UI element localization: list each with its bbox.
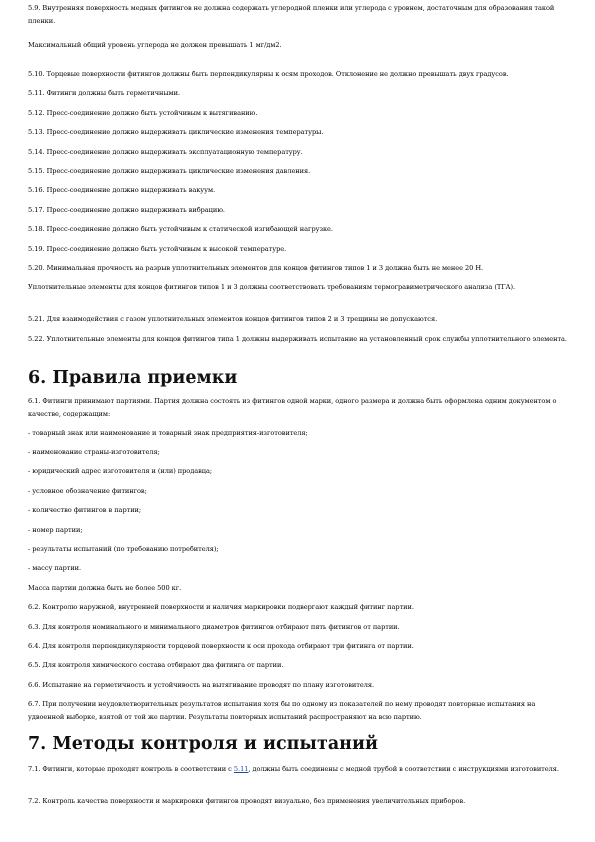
link-5-11[interactable]: 5.11 bbox=[233, 765, 249, 773]
paragraph-6-3: 6.3. Для контроля номинального и минимального диаметров фитингов отбирают пять фитингов от партии. bbox=[28, 623, 400, 631]
paragraph-7-1-text-start: 7.1. Фитинги, которые проходят контроль в соответствии с bbox=[28, 765, 234, 773]
list-item: - результаты испытаний (по требованию потребителя); bbox=[28, 545, 219, 553]
paragraph-6-2: 6.2. Контролю наружной, внутренней поверхности и наличия маркировки подвергают каждый фитинг партии. bbox=[28, 603, 414, 611]
paragraph-tga: Уплотнительные элементы для концов фитингов типов 1 и 3 должны соответствовать требованиям термогравиметрического анализа (ТГА). bbox=[28, 283, 516, 291]
list-item: - наименование страны-изготовителя; bbox=[28, 448, 160, 456]
paragraph-6-1: 6.1. Фитинги принимают партиями. Партия должна состоять из фитингов одной марки, одного размера и должна быть оформлена одним документом о качестве, содержащим: bbox=[28, 397, 557, 418]
paragraph-5-20: 5.20. Минимальная прочность на разрыв уплотнительных элементов для концов фитингов типов 1 и 3 должна быть не менее 20 Н. bbox=[28, 264, 484, 272]
paragraph-7-1 bbox=[28, 763, 568, 776]
list-item: - массу партии. bbox=[28, 564, 82, 572]
paragraph-7-2: 7.2. Контроль качества поверхности и маркировки фитингов проводят визуально, без применения увеличительных приборов. bbox=[28, 797, 466, 805]
list-item: - юридический адрес изготовителя и (или) продавца; bbox=[28, 467, 213, 475]
paragraph-5-22: 5.22. Уплотнительные элементы для концов фитингов типа 1 должны выдерживать испытание на установленный срок службы уплотнительного элемента. bbox=[28, 335, 567, 343]
paragraph-6-7: 6.7. При получении неудовлетворительных результатов испытания хотя бы по одному из показателей по нему проводят повторные испытания на удвоенной выборке, взятой от той же партии. Результаты повторных испытаний распространяют на всю партию. bbox=[28, 700, 536, 721]
paragraph-5-9: 5.9. Внутренняя поверхность медных фитингов не должна содержать углеродной пленки или углерода с уровнем, достаточным для образования такой пленки. bbox=[28, 4, 555, 25]
section-6-heading: 6. Правила приемки bbox=[28, 368, 238, 388]
paragraph-5-16: 5.16. Пресс-соединение должно выдерживать вакуум. bbox=[28, 186, 216, 194]
paragraph-6-6: 6.6. Испытание на герметичность и устойчивость на вытягивание проводят по плану изготовителя. bbox=[28, 681, 375, 689]
list-item: - условное обозначение фитингов; bbox=[28, 487, 147, 495]
paragraph-mass-limit: Масса партии должна быть не более 500 кг. bbox=[28, 584, 182, 592]
paragraph-5-21: 5.21. Для взаимодействия с газом уплотнительных элементов концов фитингов типов 2 и 3 трещины не допускаются. bbox=[28, 315, 438, 323]
paragraph-5-19: 5.19. Пресс-соединение должно быть устойчивым к высокой температуре. bbox=[28, 245, 287, 253]
paragraph-5-18: 5.18. Пресс-соединение должно быть устойчивым к статической изгибающей нагрузке. bbox=[28, 225, 333, 233]
paragraph-5-10: 5.10. Торцевые поверхности фитингов должны быть перпендикулярны к осям проходов. Отклонение не должно превышать двух градусов. bbox=[28, 70, 509, 78]
paragraph-5-12: 5.12. Пресс-соединение должно быть устойчивым к вытягиванию. bbox=[28, 109, 258, 117]
paragraph-5-17: 5.17. Пресс-соединение должно выдерживать вибрацию. bbox=[28, 206, 225, 214]
list-item: - номер партии; bbox=[28, 526, 83, 534]
paragraph-7-1-text-end: , должны быть соединены с медной трубой в соответствии с инструкциями изготовителя. bbox=[248, 765, 559, 773]
paragraph-5-15: 5.15. Пресс-соединение должно выдерживать циклические изменения давления. bbox=[28, 167, 311, 175]
paragraph-6-5: 6.5. Для контроля химического состава отбирают два фитинга от партии. bbox=[28, 661, 284, 669]
paragraph-carbon-limit: Максимальный общий уровень углерода не должен превышать 1 мг/дм2. bbox=[28, 41, 282, 49]
paragraph-5-14: 5.14. Пресс-соединение должно выдерживать эксплуатационную температуру. bbox=[28, 148, 303, 156]
list-item: - количество фитингов в партии; bbox=[28, 506, 142, 514]
list-item: - товарный знак или наименование и товарный знак предприятия-изготовителя; bbox=[28, 429, 308, 437]
section-7-heading: 7. Методы контроля и испытаний bbox=[28, 734, 378, 754]
paragraph-6-4: 6.4. Для контроля перпендикулярности торцевой поверхности к оси прохода отбирают три фитинга от партии. bbox=[28, 642, 414, 650]
paragraph-5-11: 5.11. Фитинги должны быть герметичными. bbox=[28, 89, 181, 97]
paragraph-5-13: 5.13. Пресс-соединение должно выдерживать циклические изменения температуры. bbox=[28, 128, 324, 136]
